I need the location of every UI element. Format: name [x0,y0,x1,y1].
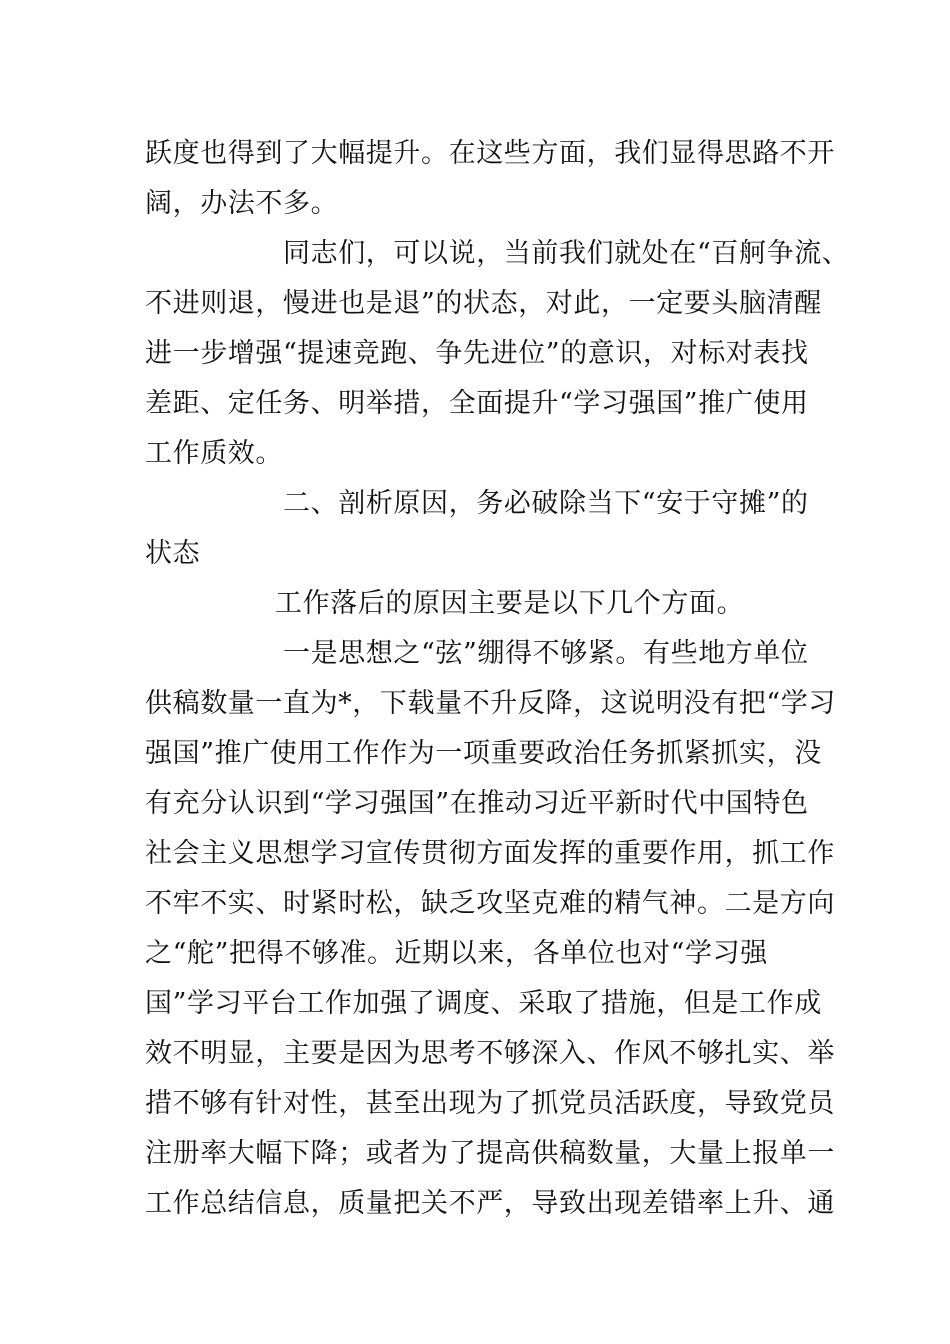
text-line: 效不明显，主要是因为思考不够深入、作风不够扎实、举 [145,1038,835,1069]
text-line: 进一步增强“提速竞跑、争先进位”的意识，对标对表找 [145,338,809,369]
text-line: 有充分认识到“学习强国”在推动习近平新时代中国特色 [145,788,809,819]
section-heading: 二、剖析原因，务必破除当下“安于守摊”的 [283,488,809,519]
text-line: 阔，办法不多。 [145,188,339,219]
paragraph-start-line: 同志们，可以说，当前我们就处在“百舸争流、 [283,238,850,269]
text-line: 不牢不实、时紧时松，缺乏攻坚克难的精气神。二是方向 [145,888,835,919]
text-line: 措不够有针对性，甚至出现为了抓党员活跃度，导致党员 [145,1088,835,1119]
paragraph-start-line: 工作落后的原因主要是以下几个方面。 [275,588,745,619]
text-line: 注册率大幅下降；或者为了提高供稿数量，大量上报单一 [145,1138,835,1169]
text-line: 供稿数量一直为*，下载量不升反降，这说明没有把“学习 [145,688,836,719]
text-line: 之“舵”把得不够准。近期以来，各单位也对“学习强 [145,938,768,969]
text-line: 跃度也得到了大幅提升。在这些方面，我们显得思路不开 [145,138,835,169]
text-line: 社会主义思想学习宣传贯彻方面发挥的重要作用，抓工作 [145,838,835,869]
text-line: 工作总结信息，质量把关不严，导致出现差错率上升、通 [145,1188,835,1219]
paragraph-start-line: 一是思想之“弦”绷得不够紧。有些地方单位 [283,638,809,669]
section-heading-continuation: 状态 [145,538,201,569]
text-line: 国”学习平台工作加强了调度、采取了措施，但是工作成 [145,988,822,1019]
text-line: 工作质效。 [145,438,283,469]
text-line: 差距、定任务、明举措，全面提升“学习强国”推广使用 [145,388,809,419]
text-line: 不进则退，慢进也是退”的状态，对此，一定要头脑清醒 [145,288,822,319]
text-line: 强国”推广使用工作作为一项重要政治任务抓紧抓实，没 [145,738,822,769]
